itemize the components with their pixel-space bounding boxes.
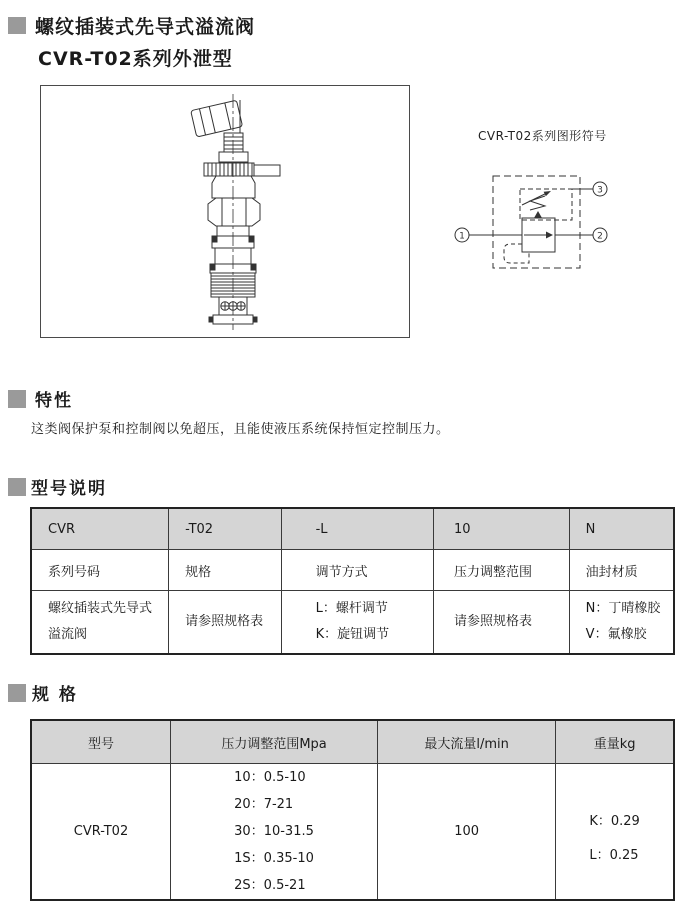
label-cell: 油封材质 <box>569 550 674 591</box>
weight-line: K：0.29 <box>589 813 640 829</box>
detail-cell <box>31 591 169 655</box>
features-body-text: 这类阀保护泵和控制阀以免超压，且能使液压系统保持恒定控制压力。 <box>31 422 450 437</box>
code-cell: -L <box>281 508 433 550</box>
code-cell: 10 <box>434 508 570 550</box>
label-cell: 规格 <box>169 550 282 591</box>
port-3-label: 3 <box>597 185 603 196</box>
valve-cap <box>212 176 255 198</box>
spec-model-cell: CVR-T02 <box>31 764 171 901</box>
pressure-range-line: 30：10-31.5 <box>234 824 314 839</box>
threaded-stem <box>219 133 248 162</box>
symbol-caption: CVR-T02系列图形符号 <box>478 129 607 143</box>
spec-heading-text: 规 格 <box>32 685 78 705</box>
model-section-heading <box>8 474 107 499</box>
features-heading <box>8 386 73 411</box>
title-bullet-square <box>8 17 26 34</box>
model-detail-row <box>31 591 674 655</box>
spec-header-cell: 重量kg <box>556 720 674 764</box>
model-label-row <box>31 550 674 591</box>
spec-header-cell: 型号 <box>31 720 171 764</box>
weight-line: L：0.25 <box>589 847 639 863</box>
model-heading-text: 型号说明 <box>31 479 107 499</box>
code-cell: N <box>569 508 674 550</box>
model-code-table <box>30 507 675 655</box>
spec-table <box>30 719 675 901</box>
page-title-line1: 螺纹插装式先导式溢流阀 <box>35 16 256 38</box>
model-code-row <box>31 508 674 550</box>
detail-line: 溢流阀 <box>48 627 88 642</box>
relief-valve-element <box>522 211 555 252</box>
detail-cell <box>434 591 570 655</box>
cartridge-thread <box>211 273 255 297</box>
knurled-lock-ring <box>204 163 280 176</box>
page-title <box>8 12 255 71</box>
pressure-range-line: 1S：0.35-10 <box>234 851 314 866</box>
pilot-drain-line <box>504 244 529 263</box>
detail-line: N：丁晴橡胶 <box>585 601 661 616</box>
code-cell: -T02 <box>169 508 282 550</box>
detail-line: V：氟橡胶 <box>585 627 647 642</box>
features-bullet-square <box>8 390 26 408</box>
detail-line: 请参照规格表 <box>185 614 264 629</box>
spec-data-row <box>31 764 674 901</box>
label-cell: 压力调整范围 <box>434 550 570 591</box>
spec-flow-cell: 100 <box>378 764 556 901</box>
spec-pressure-cell <box>171 764 378 901</box>
adjustable-spring-symbol <box>522 191 551 210</box>
valve-outline-drawing <box>41 86 408 336</box>
detail-cell <box>169 591 282 655</box>
spec-header-cell: 最大流量l/min <box>378 720 556 764</box>
detail-line: L：螺杆调节 <box>315 601 388 616</box>
detail-line: K：旋钮调节 <box>315 627 390 642</box>
detail-cell <box>569 591 674 655</box>
hex-body <box>208 198 260 226</box>
symbol-outer-envelope <box>493 176 580 268</box>
spec-section-heading <box>8 680 78 705</box>
features-heading-text: 特性 <box>35 391 73 411</box>
adjust-knob <box>191 100 243 137</box>
spec-header-cell: 压力调整范围Mpa <box>171 720 378 764</box>
spec-bullet-square <box>8 684 26 702</box>
pressure-range-line: 2S：0.5-21 <box>234 878 306 893</box>
model-bullet-square <box>8 478 26 496</box>
detail-line: 请参照规格表 <box>454 614 533 629</box>
hydraulic-symbol <box>450 170 650 285</box>
spec-weight-cell <box>556 764 674 901</box>
port-2-label: 2 <box>597 231 603 242</box>
detail-line: 螺纹插装式先导式 <box>48 601 153 616</box>
label-cell: 系列号码 <box>31 550 169 591</box>
page-title-line2: CVR-T02系列外泄型 <box>38 48 233 70</box>
code-cell: CVR <box>31 508 169 550</box>
pressure-range-line: 20：7-21 <box>234 797 294 812</box>
spec-header-row <box>31 720 674 764</box>
label-cell: 调节方式 <box>281 550 433 591</box>
valve-drawing-box <box>40 85 410 338</box>
port-1-label: 1 <box>459 231 465 242</box>
detail-cell <box>281 591 433 655</box>
pressure-range-line: 10：0.5-10 <box>234 770 306 785</box>
